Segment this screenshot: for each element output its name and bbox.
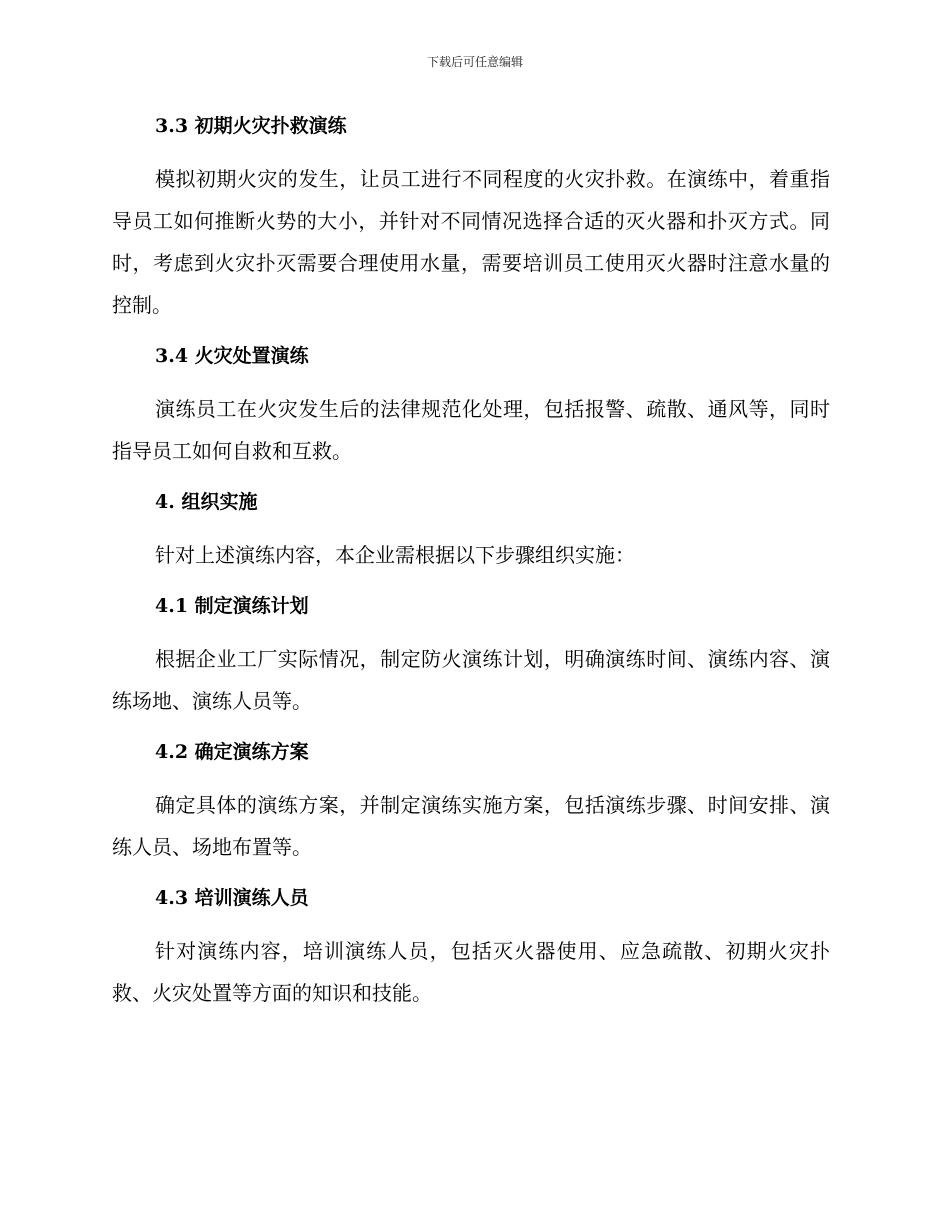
- section-paragraph: 演练员工在火灾发生后的法律规范化处理，包括报警、疏散、通风等，同时指导员工如何自救和互救。: [112, 397, 830, 463]
- section-4: [112, 488, 830, 576]
- section-heading: 3.3 初期火灾扑救演练: [155, 115, 347, 137]
- section-paragraph: 模拟初期火灾的发生，让员工进行不同程度的火灾扑救。在演练中，着重指导员工如何推断火势的大小，并针对不同情况选择合适的灭火器和扑灭方式。同时，考虑到火灾扑灭需要合理使用水量，需要培训员工使用灭火器时注意水量的控制。: [112, 167, 830, 317]
- section-paragraph: 针对上述演练内容，本企业需根据以下步骤组织实施：: [155, 543, 635, 567]
- section-4-2: [112, 738, 830, 868]
- page-header: 下载后可任意编辑: [426, 55, 523, 69]
- section-paragraph: 确定具体的演练方案，并制定演练实施方案，包括演练步骤、时间安排、演练人员、场地布置等。: [112, 793, 830, 859]
- section-heading: 3.4 火灾处置演练: [155, 345, 309, 367]
- section-3-4: [112, 342, 830, 472]
- section-4-3: [112, 884, 830, 1014]
- section-heading: 4. 组织实施: [155, 491, 258, 513]
- section-4-1: [112, 592, 830, 722]
- section-paragraph: 根据企业工厂实际情况，制定防火演练计划，明确演练时间、演练内容、演练场地、演练人员等。: [112, 647, 830, 713]
- section-heading: 4.1 制定演练计划: [155, 595, 309, 617]
- section-heading: 4.3 培训演练人员: [155, 887, 309, 909]
- section-heading: 4.2 确定演练方案: [155, 741, 309, 763]
- document-body: [112, 112, 830, 1014]
- section-3-3: [112, 112, 830, 326]
- section-paragraph: 针对演练内容，培训演练人员，包括灭火器使用、应急疏散、初期火灾扑救、火灾处置等方面的知识和技能。: [112, 939, 830, 1005]
